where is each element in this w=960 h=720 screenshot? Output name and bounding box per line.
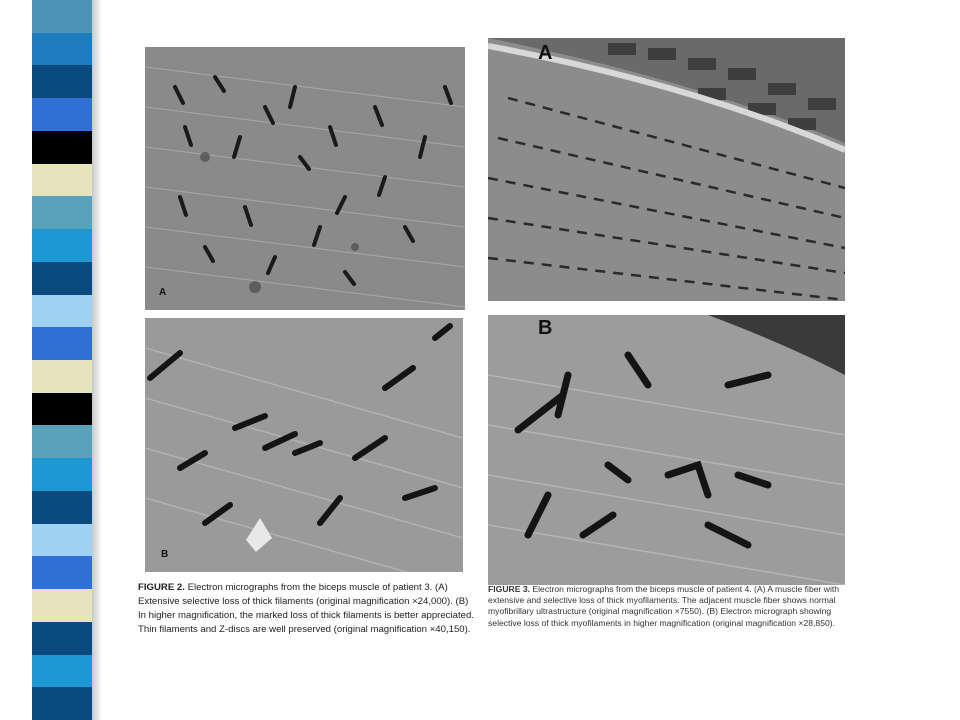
figure2-panel-a-micrograph bbox=[145, 47, 465, 310]
figure2-panel-b-image bbox=[145, 318, 463, 572]
stripe-block bbox=[32, 360, 92, 393]
figure2-panel-a-letter: A bbox=[159, 287, 167, 298]
figure3-caption-text: Electron micrographs from the biceps muscle of patient 4. (A) A muscle fiber with extensive and selective loss of thick myofilaments. The adjacent muscle fiber shows normal myofibrillary ultrastructure (original magnification ×7550). (B) Electron micrograph showing selective loss of thick myofilaments in higher magnification (original magnification ×28,850). bbox=[488, 584, 840, 628]
stripe-block bbox=[32, 524, 92, 557]
figure3-caption bbox=[488, 584, 850, 629]
stripe-block bbox=[32, 556, 92, 589]
stripe-block bbox=[32, 425, 92, 458]
stripe-block bbox=[32, 622, 92, 655]
stripe-block bbox=[32, 655, 92, 688]
stripe-block bbox=[32, 65, 92, 98]
stripe-block bbox=[32, 131, 92, 164]
stripe-block bbox=[32, 164, 92, 197]
stripe-block bbox=[32, 458, 92, 491]
figure2-caption-label: FIGURE 2. bbox=[138, 582, 185, 593]
decorative-stripe-bar bbox=[0, 0, 110, 720]
stripe-block bbox=[32, 687, 92, 720]
figure2-caption-text: Electron micrographs from the biceps muscle of patient 3. (A) Extensive selective loss of thick filaments (original magnification ×24,000). (B) In higher magnification, the marked loss of thick filaments is better appreciated. Thin filaments and Z-discs are well preserved (original magnification ×40,150). bbox=[138, 582, 474, 635]
figure3-caption-label: FIGURE 3. bbox=[488, 584, 531, 594]
stripe-block bbox=[32, 589, 92, 622]
figure2-caption bbox=[138, 581, 478, 637]
stripe-block bbox=[32, 295, 92, 328]
stripe-block bbox=[32, 327, 92, 360]
figure3-panel-b-image bbox=[488, 315, 845, 585]
stripe-block bbox=[32, 491, 92, 524]
stripe-block bbox=[32, 33, 92, 66]
figure2-panel-b-letter: B bbox=[161, 549, 169, 560]
figure2-panel-a-image bbox=[145, 47, 465, 310]
stripe-block bbox=[32, 262, 92, 295]
figure3-panel-b-micrograph bbox=[488, 315, 845, 585]
stripe-block bbox=[32, 98, 92, 131]
stripe-block bbox=[32, 393, 92, 426]
stripe-block bbox=[32, 196, 92, 229]
figure3-panel-a-micrograph bbox=[488, 38, 845, 301]
figure2-panel-b-micrograph bbox=[145, 318, 463, 572]
stripe-bar-shadow bbox=[92, 0, 102, 720]
stripe-block bbox=[32, 229, 92, 262]
figure3-panel-a-image bbox=[488, 38, 845, 301]
figure3-panel-a-letter: A bbox=[538, 42, 553, 64]
figure3-panel-b-letter: B bbox=[538, 317, 553, 339]
stripe-block bbox=[32, 0, 92, 33]
